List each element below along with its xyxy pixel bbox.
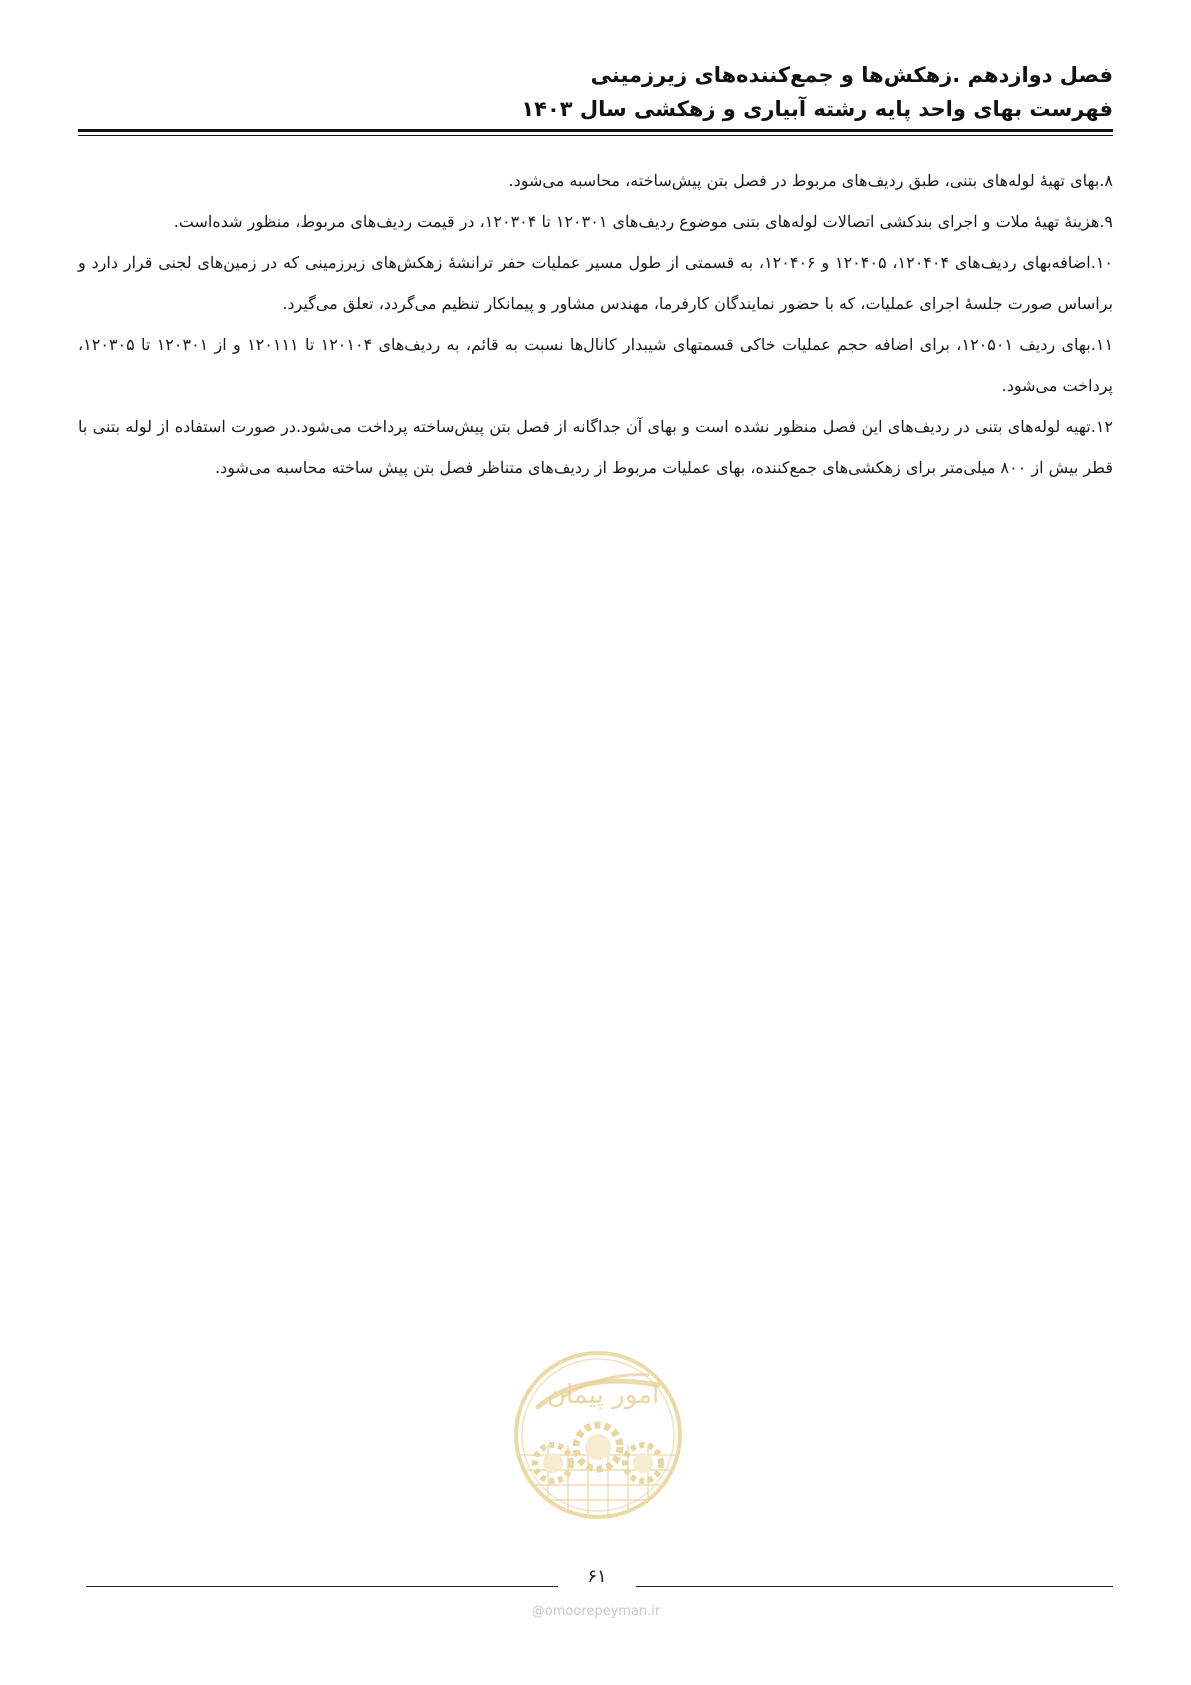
- watermark-url: @omoorepeyman.ir: [531, 1604, 661, 1619]
- logo-text: امور پیمان: [546, 1380, 660, 1410]
- paragraph-10: ۱۰.اضافه‌بهای ردیف‌های ۱۲۰۴۰۴، ۱۲۰۴۰۵ و ۱۲۰۴۰۶، به قسمتی از طول مسیر عملیات حفر ترانشهٔ زهکش‌های زیرزمینی که در زمین‌های لجنی قرار دارد و براساس صورت جلسهٔ اجرای عملیات، که با حضور نمایندگان کارفرما، مهندس مشاور و پیمانکار تنظیم می‌گردد، تعلق می‌گیرد.: [78, 253, 1114, 313]
- page-number: ۶۱: [587, 1566, 607, 1587]
- body-text: [78, 160, 1113, 488]
- page-header: [78, 58, 1113, 126]
- paragraph-8: ۸.بهای تهیهٔ لوله‌های بتنی، طبق ردیف‌های مربوط در فصل بتن پیش‌ساخته، محاسبه می‌شود.: [508, 171, 1113, 190]
- document-title: فهرست بهای واحد پایه رشته آبیاری و زهکشی سال ۱۴۰۳: [521, 97, 1113, 121]
- paragraph-12: ۱۲.تهیه لوله‌های بتنی در ردیف‌های این فصل منظور نشده است و بهای آن جداگانه از فصل بتن پیش‌ساخته پرداخت می‌شود.در صورت استفاده از لوله بتنی با قطر بیش از ۸۰۰ میلی‌متر برای زهکشی‌های جمع‌کننده، بهای عملیات مربوط از ردیف‌های متناظر فصل بتن پیش ساخته محاسبه می‌شود.: [78, 417, 1113, 477]
- header-rule-thick: [78, 129, 1113, 132]
- watermark-logo: [508, 1345, 688, 1525]
- chapter-title: فصل دوازدهم .زهکش‌ها و جمع‌کننده‌های زیرزمینی: [590, 63, 1113, 87]
- paragraph-9: ۹.هزینهٔ تهیهٔ ملات و اجرای بندکشی اتصالات لوله‌های بتنی موضوع ردیف‌های ۱۲۰۳۰۱ تا ۱۲۰۳۰۴، در قیمت ردیف‌های مربوط، منظور شده‌است.: [173, 212, 1113, 231]
- paragraph-11: ۱۱.بهای ردیف ۱۲۰۵۰۱، برای اضافه حجم عملیات خاکی قسمتهای شیبدار کانال‌ها نسبت به قائم، به ردیف‌های ۱۲۰۱۰۴ تا ۱۲۰۱۱۱ و از ۱۲۰۳۰۱ تا ۱۲۰۳۰۵، پرداخت می‌شود.: [78, 335, 1114, 395]
- header-rule-thin: [78, 135, 1113, 136]
- footer-rule-right: [636, 1586, 1113, 1587]
- footer-rule-left: [86, 1586, 558, 1587]
